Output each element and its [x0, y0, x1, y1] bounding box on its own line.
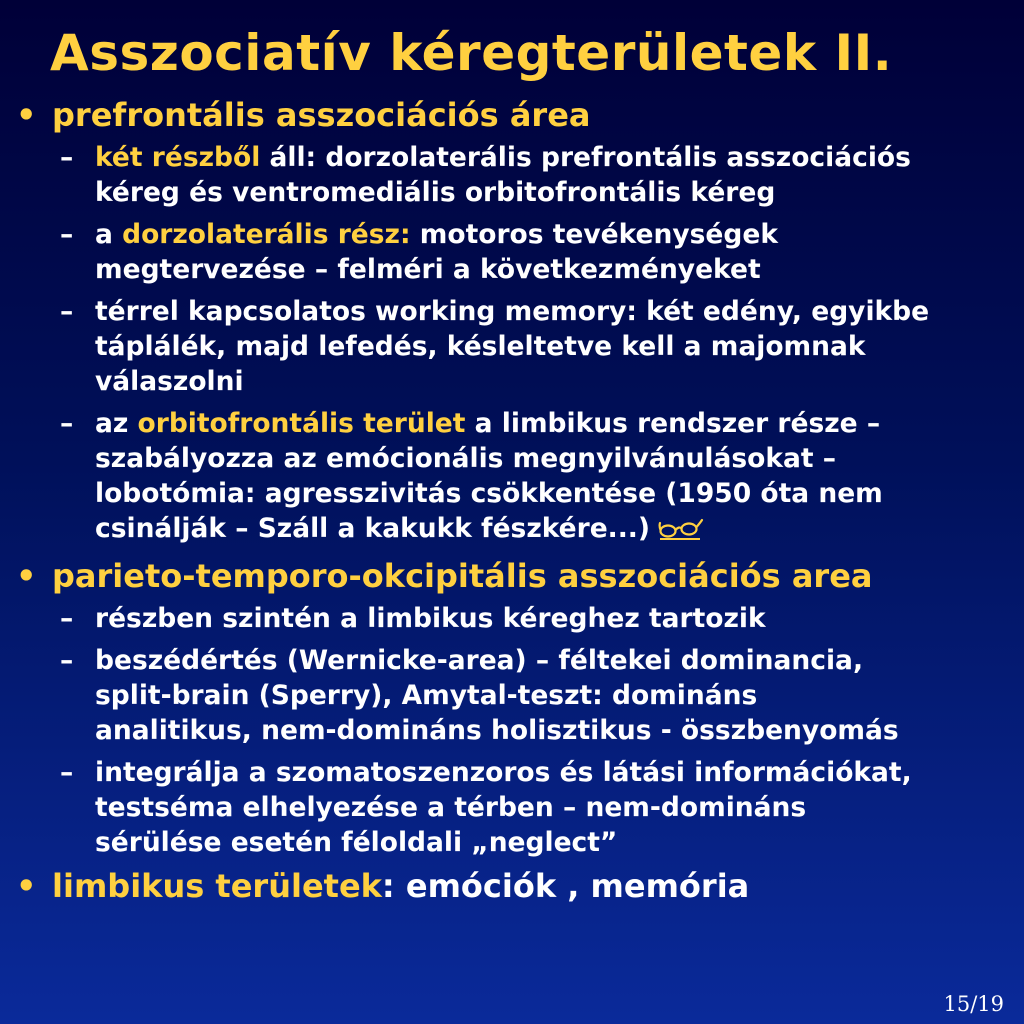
- dash-marker: –: [60, 757, 74, 788]
- bullet-marker: •: [16, 557, 37, 595]
- dash-marker: –: [60, 603, 74, 634]
- slide-title: Asszociatív kéregterületek II.: [50, 24, 893, 82]
- bullet-prefrontal: [0, 96, 1024, 134]
- highlight-text: dorzolaterális rész:: [122, 219, 411, 250]
- sub-item-two-parts: – két részből áll: dorzolaterális prefrontális asszociációs kéreg és ventromediális orbitofrontális kéreg: [60, 142, 911, 208]
- bullet-heading: parieto-temporo-okcipitális asszociációs area: [52, 557, 873, 595]
- dash-marker: –: [60, 219, 74, 250]
- highlight-text: orbitofrontális terület: [137, 408, 466, 439]
- sub-item-limbic-part: – részben szintén a limbikus kéreghez tartozik: [60, 603, 766, 634]
- bullet-rest: : emóciók , memória: [381, 867, 750, 905]
- bullet-limbic: [0, 867, 1024, 905]
- glasses-icon[interactable]: [658, 515, 704, 550]
- dash-marker: –: [60, 296, 74, 327]
- sub-item-speech: – beszédértés (Wernicke-area) – féltekei dominancia, split-brain (Sperry), Amytal-teszt: domináns analitikus, nem-domináns holisztikus - összbenyomás: [60, 645, 899, 746]
- bullet-heading: prefrontális asszociációs área: [52, 96, 591, 134]
- sub-item-orbitofrontal: – az orbitofrontális terület a limbikus rendszer része – szabályozza az emócionális megnyilvánulásokat – lobotómia: agresszivitás csökkentése (1950 óta nem csinálják – Száll a kakukk fészkére...): [0, 406, 1024, 550]
- slide-content: [0, 96, 1024, 911]
- sub-item-working-memory: – térrel kapcsolatos working memory: két edény, egyikbe táplálék, majd lefedés, késleltetve kell a majomnak válaszolni: [60, 296, 930, 397]
- page-number: 15/19: [943, 992, 1004, 1016]
- dash-marker: –: [60, 142, 74, 173]
- bullet-marker: •: [16, 867, 37, 905]
- sub-item-dorsolateral: – a dorzolaterális rész: motoros tevékenységek megtervezése – felméri a következményeket: [60, 219, 778, 285]
- dash-marker: –: [60, 408, 74, 439]
- bullet-heading: limbikus területek: [52, 867, 382, 905]
- bullet-parieto-temporo-occipital: [0, 557, 1024, 595]
- highlight-text: két részből: [95, 142, 261, 173]
- sub-item-integration: – integrálja a szomatoszenzoros és látási információkat, testséma elhelyezése a térben – nem-domináns sérülése esetén féloldali „neglect”: [60, 757, 912, 858]
- dash-marker: –: [60, 645, 74, 676]
- bullet-marker: •: [16, 96, 37, 134]
